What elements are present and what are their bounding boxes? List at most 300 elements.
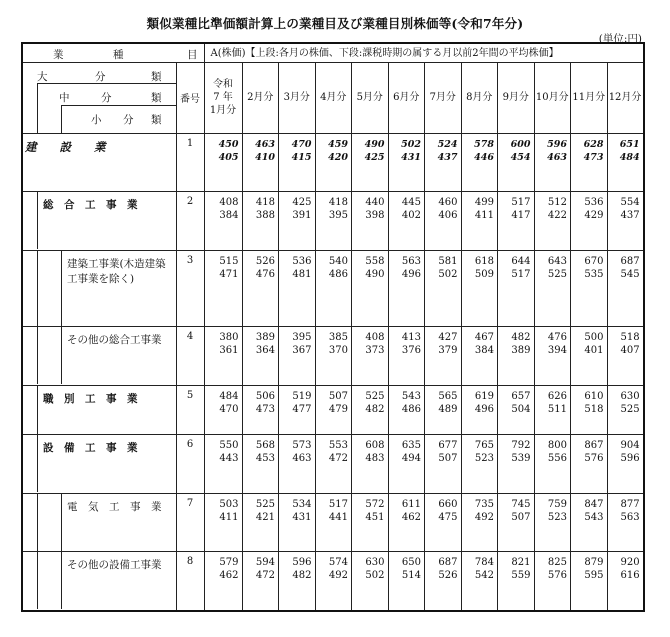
monthly-price: 568 [255, 440, 275, 452]
price-cell [279, 250, 316, 327]
monthly-price: 847 [584, 498, 604, 510]
price-cell [279, 192, 316, 251]
monthly-price: 660 [438, 498, 458, 510]
monthly-price: 579 [219, 557, 239, 569]
price-cell [425, 250, 462, 327]
average-price: 405 [218, 151, 239, 163]
monthly-price: 581 [438, 255, 458, 267]
price-cell [279, 435, 316, 494]
price-cell [498, 327, 535, 386]
header-chu-2: 分 [101, 92, 112, 105]
monthly-price: 800 [547, 440, 567, 452]
average-price: 470 [219, 403, 239, 415]
header-sho-1: 小 [91, 114, 102, 127]
table-row [22, 493, 644, 552]
monthly-price: 482 [511, 332, 531, 344]
monthly-price: 445 [401, 197, 421, 209]
monthly-price: 507 [328, 390, 348, 402]
price-cell [498, 250, 535, 327]
average-price: 411 [474, 210, 494, 222]
price-cell [534, 327, 571, 386]
industry-code: 5 [176, 385, 204, 434]
table-row [22, 192, 644, 251]
average-price: 616 [620, 570, 640, 582]
price-cell [461, 552, 498, 611]
monthly-price: 408 [365, 332, 385, 344]
price-cell [461, 385, 498, 434]
monthly-price: 490 [364, 138, 385, 150]
header-month-1: 令和 7 年 1月分 [204, 63, 242, 134]
average-price: 437 [437, 151, 458, 163]
monthly-price: 578 [474, 138, 494, 150]
average-price: 429 [584, 210, 604, 222]
monthly-price: 608 [365, 440, 385, 452]
price-cell [425, 435, 462, 494]
header-month-12: 12月分 [607, 63, 644, 134]
average-price: 494 [401, 453, 421, 465]
industry-name: その他の設備工事業 [67, 559, 162, 572]
average-price: 507 [438, 453, 458, 465]
average-price: 437 [620, 210, 640, 222]
price-cell [315, 327, 352, 386]
monthly-price: 440 [365, 197, 385, 209]
monthly-price: 611 [401, 498, 421, 510]
average-price: 441 [328, 511, 348, 523]
header-row-2 [22, 63, 644, 134]
average-price: 421 [255, 511, 275, 523]
average-price: 502 [365, 570, 385, 582]
header-gyoshu-char-1: 業 [53, 49, 64, 61]
price-cell [242, 552, 279, 611]
monthly-price: 677 [438, 440, 458, 452]
monthly-price: 502 [401, 138, 421, 150]
monthly-price: 460 [438, 197, 458, 209]
monthly-price: 596 [547, 138, 567, 150]
monthly-price: 630 [620, 390, 640, 402]
price-cell [204, 435, 242, 494]
price-cell [607, 327, 644, 386]
average-price: 481 [292, 268, 312, 280]
price-cell [204, 493, 242, 552]
price-cell [315, 552, 352, 611]
average-price: 595 [584, 570, 604, 582]
monthly-price: 389 [255, 332, 275, 344]
monthly-price: 563 [401, 255, 421, 267]
average-price: 525 [547, 268, 567, 280]
monthly-price: 904 [620, 440, 640, 452]
monthly-price: 745 [511, 498, 531, 510]
monthly-price: 573 [292, 440, 312, 452]
header-a-label: A(株価)【上段:各月の株価、下段:課税時期の属する月以前2年間の平均株価】 [204, 43, 644, 63]
average-price: 407 [620, 345, 640, 357]
monthly-price: 572 [365, 498, 385, 510]
average-price: 431 [292, 511, 312, 523]
monthly-price: 425 [292, 197, 312, 209]
average-price: 496 [474, 403, 494, 415]
average-price: 539 [511, 453, 531, 465]
price-cell [607, 552, 644, 611]
price-cell [279, 133, 316, 192]
header-month-6: 6月分 [388, 63, 425, 134]
price-cell [352, 493, 389, 552]
monthly-price: 476 [547, 332, 567, 344]
header-month-5: 5月分 [352, 63, 389, 134]
industry-code: 7 [176, 493, 204, 552]
price-cell [498, 493, 535, 552]
monthly-price: 418 [255, 197, 275, 209]
price-cell [279, 493, 316, 552]
monthly-price: 484 [219, 390, 239, 402]
monthly-price: 644 [511, 255, 531, 267]
average-price: 376 [401, 345, 421, 357]
price-cell [352, 327, 389, 386]
monthly-price: 515 [219, 255, 239, 267]
price-cell [461, 493, 498, 552]
industry-name-cell [22, 327, 176, 386]
header-row-1 [22, 43, 644, 63]
monthly-price: 385 [328, 332, 348, 344]
price-cell [279, 385, 316, 434]
average-price: 391 [292, 210, 312, 222]
header-dai-3: 類 [151, 71, 162, 84]
average-price: 496 [401, 268, 421, 280]
average-price: 402 [401, 210, 421, 222]
average-price: 525 [620, 403, 640, 415]
average-price: 422 [547, 210, 567, 222]
price-cell [534, 192, 571, 251]
average-price: 473 [255, 403, 275, 415]
price-cell [571, 493, 608, 552]
average-price: 489 [438, 403, 458, 415]
industry-name-cell [22, 250, 176, 327]
average-price: 373 [365, 345, 385, 357]
price-cell [279, 552, 316, 611]
average-price: 523 [474, 453, 494, 465]
header-month-4: 4月分 [315, 63, 352, 134]
price-cell [204, 133, 242, 192]
table-row [22, 385, 644, 434]
header-chu-3: 類 [151, 92, 162, 105]
monthly-price: 517 [511, 197, 531, 209]
average-price: 451 [365, 511, 385, 523]
average-price: 514 [401, 570, 421, 582]
monthly-price: 651 [619, 138, 640, 150]
average-price: 388 [255, 210, 275, 222]
average-price: 596 [620, 453, 640, 465]
monthly-price: 519 [292, 390, 312, 402]
header-classification [22, 63, 176, 134]
monthly-price: 463 [255, 138, 275, 150]
monthly-price: 536 [584, 197, 604, 209]
average-price: 504 [511, 403, 531, 415]
average-price: 486 [401, 403, 421, 415]
monthly-price: 380 [219, 332, 239, 344]
price-cell [607, 385, 644, 434]
monthly-price: 459 [328, 138, 348, 150]
monthly-price: 525 [365, 390, 385, 402]
average-price: 517 [511, 268, 531, 280]
price-cell [315, 435, 352, 494]
monthly-price: 536 [292, 255, 312, 267]
monthly-price: 525 [255, 498, 275, 510]
industry-name: 設 備 工 事 業 [43, 442, 138, 455]
price-cell [352, 552, 389, 611]
price-cell [425, 552, 462, 611]
monthly-price: 534 [292, 498, 312, 510]
industry-code: 8 [176, 552, 204, 611]
average-price: 518 [584, 403, 604, 415]
page-title: 類似業種比準価額計算上の業種目及び業種目別株価等(令和7年分) [146, 16, 524, 31]
price-cell [425, 133, 462, 192]
price-cell [204, 250, 242, 327]
average-price: 543 [584, 511, 604, 523]
price-cell [571, 435, 608, 494]
monthly-price: 643 [547, 255, 567, 267]
average-price: 398 [365, 210, 385, 222]
price-cell [204, 552, 242, 611]
average-price: 475 [438, 511, 458, 523]
average-price: 384 [474, 345, 494, 357]
average-price: 401 [584, 345, 604, 357]
unit-label: (単位:円) [598, 33, 642, 45]
monthly-price: 553 [328, 440, 348, 452]
price-cell [461, 133, 498, 192]
monthly-price: 418 [328, 197, 348, 209]
average-price: 410 [255, 151, 275, 163]
header-gyoshu-char-2: 種 [113, 49, 124, 61]
price-cell [571, 133, 608, 192]
monthly-price: 408 [219, 197, 239, 209]
average-price: 576 [547, 570, 567, 582]
header-month-7: 7月分 [425, 63, 462, 134]
price-cell [425, 385, 462, 434]
average-price: 472 [328, 453, 348, 465]
price-cell [352, 250, 389, 327]
average-price: 473 [583, 151, 604, 163]
header-month-11: 11月分 [571, 63, 608, 134]
average-price: 420 [328, 151, 348, 163]
industry-code: 1 [176, 133, 204, 192]
header-gyoshu [22, 43, 204, 63]
monthly-price: 920 [620, 557, 640, 569]
monthly-price: 610 [584, 390, 604, 402]
header-sho-2: 分 [123, 114, 134, 127]
table-row [22, 250, 644, 327]
header-bango: 番号 [176, 63, 204, 134]
monthly-price: 765 [474, 440, 494, 452]
monthly-price: 596 [292, 557, 312, 569]
average-price: 507 [511, 511, 531, 523]
average-price: 453 [255, 453, 275, 465]
average-price: 484 [619, 151, 640, 163]
monthly-price: 619 [474, 390, 494, 402]
price-cell [498, 435, 535, 494]
price-cell [315, 192, 352, 251]
price-cell [388, 192, 425, 251]
table-row [22, 133, 644, 192]
average-price: 542 [474, 570, 494, 582]
price-cell [534, 385, 571, 434]
price-cell [461, 327, 498, 386]
header-month-3: 3月分 [279, 63, 316, 134]
monthly-price: 594 [255, 557, 275, 569]
monthly-price: 821 [511, 557, 531, 569]
header-gyoshu-char-3: 目 [187, 49, 198, 61]
price-cell [534, 133, 571, 192]
average-price: 443 [219, 453, 239, 465]
average-price: 463 [292, 453, 312, 465]
industry-name: 職 別 工 事 業 [43, 392, 138, 405]
monthly-price: 784 [474, 557, 494, 569]
price-cell [607, 493, 644, 552]
table-row [22, 435, 644, 494]
price-cell [498, 385, 535, 434]
average-price: 492 [474, 511, 494, 523]
price-cell [461, 192, 498, 251]
price-cell [607, 435, 644, 494]
average-price: 563 [620, 511, 640, 523]
monthly-price: 657 [511, 390, 531, 402]
monthly-price: 554 [620, 197, 640, 209]
price-cell [388, 327, 425, 386]
price-cell [242, 133, 279, 192]
average-price: 462 [219, 570, 239, 582]
monthly-price: 825 [547, 557, 567, 569]
price-cell [204, 385, 242, 434]
table-row [22, 552, 644, 611]
average-price: 472 [255, 570, 275, 582]
average-price: 462 [401, 511, 421, 523]
average-price: 425 [364, 151, 385, 163]
monthly-price: 427 [438, 332, 458, 344]
price-cell [242, 385, 279, 434]
price-cell [352, 192, 389, 251]
price-cell [352, 133, 389, 192]
price-cell [352, 435, 389, 494]
average-price: 559 [511, 570, 531, 582]
industry-name-cell [22, 493, 176, 552]
average-price: 545 [620, 268, 640, 280]
average-price: 454 [510, 151, 531, 163]
industry-name-cell [22, 435, 176, 494]
industry-name: 建築工事業(木造建築工事業を除く) [67, 257, 166, 285]
price-cell [388, 250, 425, 327]
average-price: 406 [438, 210, 458, 222]
price-cell [498, 552, 535, 611]
price-cell [461, 250, 498, 327]
average-price: 509 [474, 268, 494, 280]
monthly-price: 600 [510, 138, 531, 150]
stock-price-table [21, 42, 645, 612]
industry-code: 6 [176, 435, 204, 494]
price-cell [315, 385, 352, 434]
average-price: 483 [365, 453, 385, 465]
header-dai-2: 分 [95, 71, 106, 84]
monthly-price: 618 [474, 255, 494, 267]
monthly-price: 565 [438, 390, 458, 402]
average-price: 576 [584, 453, 604, 465]
header-month-9: 9月分 [498, 63, 535, 134]
monthly-price: 500 [584, 332, 604, 344]
monthly-price: 877 [620, 498, 640, 510]
average-price: 490 [365, 268, 385, 280]
monthly-price: 650 [401, 557, 421, 569]
average-price: 479 [328, 403, 348, 415]
price-cell [534, 552, 571, 611]
average-price: 492 [328, 570, 348, 582]
average-price: 471 [219, 268, 239, 280]
price-cell [425, 493, 462, 552]
monthly-price: 735 [474, 498, 494, 510]
monthly-price: 626 [547, 390, 567, 402]
industry-name-cell [22, 385, 176, 434]
monthly-price: 792 [511, 440, 531, 452]
price-cell [425, 192, 462, 251]
monthly-price: 413 [401, 332, 421, 344]
industry-code: 2 [176, 192, 204, 251]
price-cell [571, 552, 608, 611]
price-cell [315, 133, 352, 192]
average-price: 395 [328, 210, 348, 222]
average-price: 535 [584, 268, 604, 280]
price-cell [607, 192, 644, 251]
header-dai-1: 大 [37, 71, 48, 84]
monthly-price: 759 [547, 498, 567, 510]
price-cell [388, 552, 425, 611]
monthly-price: 635 [401, 440, 421, 452]
monthly-price: 628 [583, 138, 604, 150]
header-month-8: 8月分 [461, 63, 498, 134]
monthly-price: 503 [219, 498, 239, 510]
average-price: 431 [401, 151, 421, 163]
price-cell [571, 385, 608, 434]
average-price: 415 [291, 151, 312, 163]
industry-name: 電 気 工 事 業 [67, 500, 162, 513]
monthly-price: 512 [547, 197, 567, 209]
industry-name: その他の総合工事業 [67, 334, 162, 347]
monthly-price: 470 [291, 138, 312, 150]
monthly-price: 558 [365, 255, 385, 267]
price-cell [388, 385, 425, 434]
price-cell [571, 250, 608, 327]
price-cell [498, 133, 535, 192]
monthly-price: 687 [620, 255, 640, 267]
average-price: 502 [438, 268, 458, 280]
monthly-price: 524 [437, 138, 458, 150]
average-price: 556 [547, 453, 567, 465]
average-price: 379 [438, 345, 458, 357]
price-cell [242, 192, 279, 251]
price-cell [607, 133, 644, 192]
price-cell [498, 192, 535, 251]
price-cell [388, 435, 425, 494]
average-price: 384 [219, 210, 239, 222]
price-cell [388, 493, 425, 552]
average-price: 526 [438, 570, 458, 582]
monthly-price: 395 [292, 332, 312, 344]
price-cell [204, 192, 242, 251]
average-price: 477 [292, 403, 312, 415]
monthly-price: 574 [328, 557, 348, 569]
monthly-price: 687 [438, 557, 458, 569]
monthly-price: 879 [584, 557, 604, 569]
industry-name: 総 合 工 事 業 [43, 199, 138, 212]
average-price: 486 [328, 268, 348, 280]
price-cell [242, 327, 279, 386]
price-cell [204, 327, 242, 386]
monthly-price: 467 [474, 332, 494, 344]
monthly-price: 517 [328, 498, 348, 510]
